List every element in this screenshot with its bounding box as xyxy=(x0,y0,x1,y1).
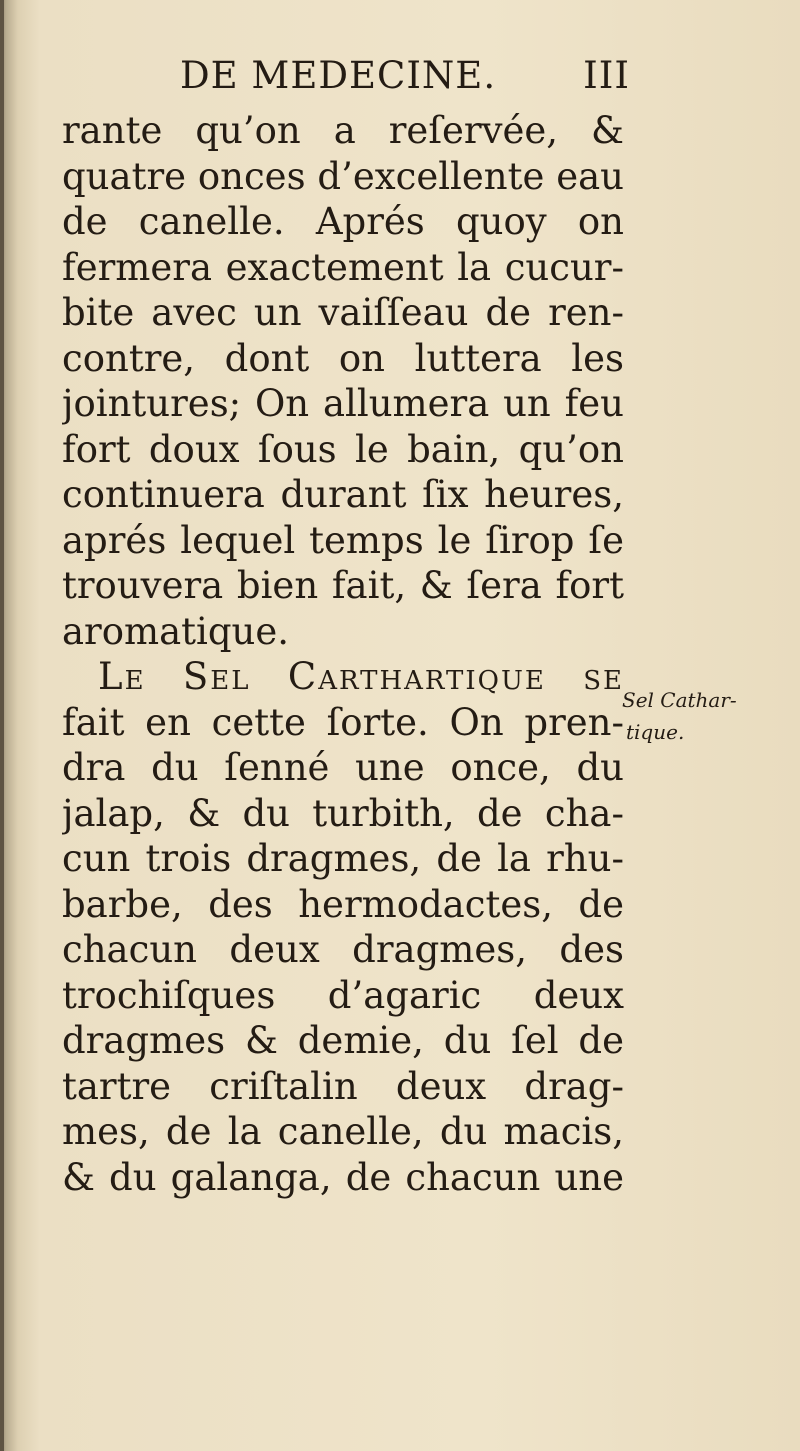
text-line: trouvera bien fait, & ſera fort xyxy=(62,564,624,607)
text-line: & du galanga, de chacun une xyxy=(62,1155,624,1199)
text-line: bite avec un vaiſſeau de ren- xyxy=(62,291,624,334)
text-line: dragmes & demie, du ſel de xyxy=(62,1019,624,1062)
text-line: fermera exactement la cucur- xyxy=(62,245,624,289)
marginal-note xyxy=(622,684,800,748)
text-line: jalap, & du turbith, de cha- xyxy=(62,791,624,835)
text-line: dra du ſenné une once, du xyxy=(62,746,624,789)
text-line: fait en cette ſorte. On pren- xyxy=(62,700,624,744)
text-line: trochiſques d’agaric deux xyxy=(62,973,624,1017)
text-line: fort doux ſous le bain, qu’on xyxy=(62,427,624,471)
running-title: DE MEDECINE. xyxy=(180,54,497,97)
text-line: chacun deux dragmes, des xyxy=(62,928,624,971)
marginal-note-line: tique. xyxy=(626,720,685,744)
text-line: mes, de la canelle, du macis, xyxy=(62,1110,624,1153)
text-line: tartre criſtalin deux drag- xyxy=(62,1064,624,1108)
binding-gutter xyxy=(0,0,4,1451)
text-line: jointures; On allumera un feu xyxy=(62,382,624,425)
text-line: aprés lequel temps le ſirop ſe xyxy=(62,518,624,562)
text-line: cun trois dragmes, de la rhu- xyxy=(62,837,624,880)
text-line: continuera durant ſix heures, xyxy=(62,473,624,516)
body-text xyxy=(62,108,624,1200)
text-line: contre, dont on luttera les xyxy=(62,336,624,380)
text-line: rante qu’on a reſervée, & xyxy=(62,109,624,152)
text-line: de canelle. Aprés quoy on xyxy=(62,200,624,243)
page-number: III xyxy=(583,54,630,97)
text-line-section-heading: Le Sel Carthartique ſe xyxy=(98,655,624,698)
marginal-note-line: Sel Cathar- xyxy=(622,688,737,712)
text-line: aromatique. xyxy=(62,609,290,653)
page-header xyxy=(180,54,630,104)
text-line: quatre onces d’excellente eau xyxy=(62,154,624,198)
text-line: barbe, des hermodactes, de xyxy=(62,882,624,926)
